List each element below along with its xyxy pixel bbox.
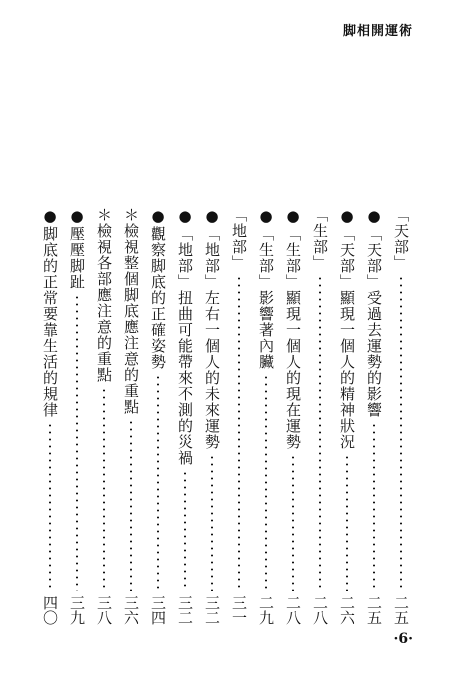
toc-entry-page: 三一 — [230, 595, 248, 625]
dot-leader — [319, 275, 321, 591]
toc-entry — [364, 207, 384, 625]
dot-leader — [103, 387, 105, 591]
toc-entry — [40, 207, 60, 625]
dot-leader — [157, 374, 159, 591]
toc-entry-page: 二五 — [365, 595, 383, 625]
toc-entry-title: ●「天部」顯現一個人的精神狀況 — [338, 207, 356, 450]
page-number: ·6· — [393, 631, 413, 647]
toc-entry-page: 三九 — [68, 595, 86, 625]
dot-leader — [373, 422, 375, 591]
toc-entry-title: 「地部」 — [230, 207, 248, 271]
dot-leader — [76, 294, 78, 591]
toc-entry-page: 三二 — [203, 595, 221, 625]
toc-entry — [202, 207, 222, 625]
toc-entry-page: 二九 — [257, 595, 275, 625]
dot-leader — [49, 422, 51, 591]
dot-leader — [346, 454, 348, 591]
toc-entry — [283, 207, 303, 625]
toc-entry — [121, 207, 141, 625]
toc-entry — [94, 207, 114, 625]
toc-entry-title: ●觀察脚底的正確姿勢 — [149, 207, 167, 370]
toc-entry-title: ●「生部」影響著內臟 — [257, 207, 275, 370]
dot-leader — [211, 454, 213, 591]
toc-entry — [391, 207, 411, 625]
toc-entry-page: 二八 — [284, 595, 302, 625]
toc-entry — [337, 207, 357, 625]
toc-entry-page: 二六 — [338, 595, 356, 625]
toc-entry-title: 「生部」 — [311, 207, 329, 271]
toc-entry-title: ●「生部」顯現一個人的現在運勢 — [284, 207, 302, 450]
dot-leader — [238, 275, 240, 591]
dot-leader — [400, 275, 402, 591]
toc-entry-page: 二五 — [392, 595, 410, 625]
toc-entry-title: ●壓壓脚趾 — [68, 207, 86, 290]
toc-entry-title: 「天部」 — [392, 207, 410, 271]
toc-entry-page: 三八 — [95, 595, 113, 625]
toc-entry — [67, 207, 87, 625]
toc-entry — [310, 207, 330, 625]
dot-leader — [265, 374, 267, 591]
dot-leader — [292, 454, 294, 591]
toc-entry-page: 三六 — [122, 595, 140, 625]
toc-entry-title: ●「地部」扭曲可能帶來不測的災禍 — [176, 207, 194, 466]
toc-entry-title: ●「地部」左右一個人的未來運勢 — [203, 207, 221, 450]
dot-leader — [130, 419, 132, 591]
dot-leader — [184, 470, 186, 591]
toc-entry — [175, 207, 195, 625]
toc-entry-title: ＊檢視整個脚底應注意的重點 — [122, 207, 140, 415]
running-head: 脚相開運術 — [342, 24, 413, 39]
toc-entry-page: 三二 — [176, 595, 194, 625]
toc-entry — [148, 207, 168, 625]
toc-entry — [256, 207, 276, 625]
toc-entry-page: 二八 — [311, 595, 329, 625]
toc-entry-page: 三四 — [149, 595, 167, 625]
toc-entry-title: ●脚底的正常要靠生活的規律 — [41, 207, 59, 418]
toc-entry-title: ●「天部」受過去運勢的影響 — [365, 207, 383, 418]
toc-entry-page: 四〇 — [41, 595, 59, 625]
toc-entry-title: ＊檢視各部應注意的重點 — [95, 207, 113, 383]
toc-entry — [229, 207, 249, 625]
